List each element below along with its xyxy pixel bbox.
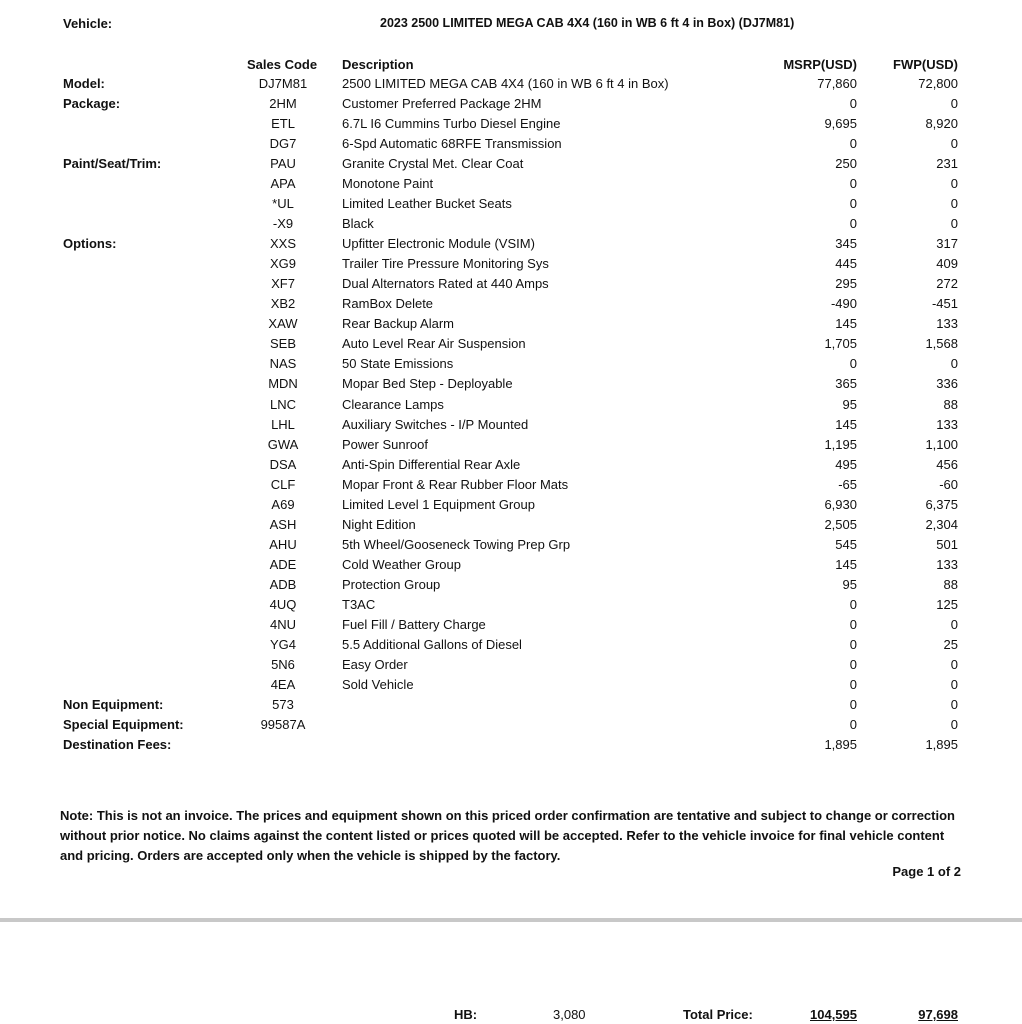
row-description: Night Edition	[342, 516, 416, 532]
total-msrp: 104,595	[810, 1007, 857, 1022]
row-msrp: 1,705	[824, 336, 857, 352]
row-msrp: 0	[849, 136, 857, 152]
row-msrp: 9,695	[824, 116, 857, 132]
row-sales-code: XXS	[269, 236, 296, 252]
row-description: Upfitter Electronic Module (VSIM)	[342, 236, 535, 252]
row-description: Limited Leather Bucket Seats	[342, 196, 512, 212]
row-msrp: 145	[835, 416, 857, 432]
row-sales-code: NAS	[269, 356, 297, 372]
row-sales-code: APA	[270, 176, 296, 192]
row-fwp: 0	[950, 196, 958, 212]
row-sales-code: 4EA	[270, 676, 296, 692]
row-msrp: 250	[835, 156, 857, 172]
row-section-label: Package:	[63, 96, 121, 112]
row-fwp: 0	[950, 96, 958, 112]
table-row	[0, 475, 1022, 495]
table-row	[0, 174, 1022, 194]
row-fwp: 409	[936, 256, 958, 272]
row-fwp: 0	[950, 696, 958, 712]
table-row	[0, 74, 1022, 94]
row-fwp: 6,375	[925, 496, 958, 512]
table-row	[0, 94, 1022, 114]
row-sales-code: ETL	[271, 116, 295, 132]
row-sales-code: ASH	[269, 516, 297, 532]
row-msrp: 95	[842, 576, 857, 592]
row-fwp: 1,895	[925, 737, 958, 753]
table-row	[0, 194, 1022, 214]
row-msrp: 0	[849, 216, 857, 232]
table-row	[0, 575, 1022, 595]
row-fwp: 0	[950, 676, 958, 692]
table-row	[0, 715, 1022, 735]
row-section-label: Options:	[63, 236, 117, 252]
table-row	[0, 455, 1022, 475]
table-row	[0, 515, 1022, 535]
row-description: Cold Weather Group	[342, 556, 461, 572]
row-description: 50 State Emissions	[342, 356, 454, 372]
row-msrp: 6,930	[824, 496, 857, 512]
row-fwp: 501	[936, 536, 958, 552]
table-row	[0, 254, 1022, 274]
table-row	[0, 415, 1022, 435]
table-row	[0, 294, 1022, 314]
table-row	[0, 435, 1022, 455]
row-fwp: 25	[943, 636, 958, 652]
table-row	[0, 675, 1022, 695]
row-msrp: 495	[835, 456, 857, 472]
table-row	[0, 695, 1022, 715]
row-fwp: 0	[950, 717, 958, 732]
row-fwp: 272	[936, 276, 958, 292]
hb-value: 3,080	[553, 1007, 586, 1022]
row-sales-code: AHU	[269, 536, 297, 552]
row-fwp: 88	[943, 576, 958, 592]
row-description: Monotone Paint	[342, 176, 434, 192]
row-description: Anti-Spin Differential Rear Axle	[342, 456, 521, 472]
row-sales-code: PAU	[270, 156, 296, 172]
row-section-label: Paint/Seat/Trim:	[63, 156, 162, 172]
row-description: Auto Level Rear Air Suspension	[342, 336, 526, 352]
row-msrp: 345	[835, 236, 857, 252]
row-description: Granite Crystal Met. Clear Coat	[342, 156, 524, 172]
row-msrp: 145	[835, 316, 857, 332]
header-description: Description	[342, 57, 414, 72]
row-msrp: 77,860	[817, 76, 857, 91]
row-description: Customer Preferred Package 2HM	[342, 96, 542, 112]
table-row	[0, 154, 1022, 174]
header-sales-code: Sales Code	[247, 57, 318, 72]
row-sales-code: DSA	[269, 456, 297, 472]
row-msrp: 0	[849, 196, 857, 212]
row-description: 6.7L I6 Cummins Turbo Diesel Engine	[342, 116, 561, 132]
row-description: Clearance Lamps	[342, 396, 444, 412]
table-row	[0, 134, 1022, 154]
row-sales-code: XB2	[270, 296, 296, 312]
row-section-label: Destination Fees:	[63, 737, 172, 753]
row-sales-code: ADB	[269, 576, 297, 592]
hb-label: HB:	[454, 1007, 478, 1022]
row-fwp: 2,304	[925, 516, 958, 532]
row-fwp: 336	[936, 376, 958, 392]
row-msrp: 0	[849, 636, 857, 652]
row-sales-code: MDN	[268, 376, 298, 392]
row-fwp: 0	[950, 356, 958, 372]
table-row	[0, 535, 1022, 555]
table-row	[0, 395, 1022, 415]
row-fwp: 88	[943, 396, 958, 412]
row-fwp: 133	[936, 556, 958, 572]
row-description: Easy Order	[342, 656, 408, 672]
row-sales-code: *UL	[272, 196, 294, 212]
row-fwp: -451	[931, 296, 958, 312]
row-sales-code: ADE	[269, 556, 297, 572]
row-description: Rear Backup Alarm	[342, 316, 454, 332]
table-row	[0, 595, 1022, 615]
row-msrp: 0	[849, 176, 857, 192]
row-sales-code: GWA	[267, 436, 299, 452]
row-description: T3AC	[342, 596, 376, 612]
vehicle-label: Vehicle:	[63, 16, 113, 31]
row-description: Mopar Front & Rear Rubber Floor Mats	[342, 476, 569, 492]
row-sales-code: XF7	[271, 276, 295, 292]
row-msrp: 445	[835, 256, 857, 272]
row-fwp: 0	[950, 656, 958, 672]
row-description: Mopar Bed Step - Deployable	[342, 376, 513, 392]
row-description: Power Sunroof	[342, 436, 428, 452]
row-fwp: 0	[950, 216, 958, 232]
row-description: Trailer Tire Pressure Monitoring Sys	[342, 256, 549, 272]
table-row	[0, 334, 1022, 354]
table-row	[0, 495, 1022, 515]
row-sales-code: -X9	[272, 216, 294, 232]
row-description: RamBox Delete	[342, 296, 434, 312]
row-msrp: 295	[835, 276, 857, 292]
row-sales-code: A69	[271, 496, 295, 512]
row-msrp: 145	[835, 556, 857, 572]
table-row	[0, 735, 1022, 755]
row-msrp: 0	[849, 696, 857, 712]
table-row	[0, 635, 1022, 655]
row-sales-code: 5N6	[271, 656, 295, 672]
row-fwp: 8,920	[925, 116, 958, 132]
row-fwp: 1,100	[925, 436, 958, 452]
row-description: 2500 LIMITED MEGA CAB 4X4 (160 in WB 6 ft 4 in Box)	[342, 76, 669, 91]
row-sales-code: 2HM	[269, 96, 297, 112]
order-line-items	[0, 74, 1022, 755]
table-row	[0, 274, 1022, 294]
row-sales-code: 4NU	[269, 616, 296, 632]
table-row	[0, 114, 1022, 134]
header-msrp: MSRP(USD)	[783, 57, 857, 72]
row-fwp: 231	[936, 156, 958, 172]
row-msrp: 545	[835, 536, 857, 552]
row-sales-code: CLF	[270, 476, 296, 492]
row-msrp: 95	[842, 396, 857, 412]
row-description: 5th Wheel/Gooseneck Towing Prep Grp	[342, 536, 571, 552]
table-row	[0, 314, 1022, 334]
row-msrp: 1,195	[824, 436, 857, 452]
table-row	[0, 234, 1022, 254]
row-msrp: 365	[835, 376, 857, 392]
row-msrp: 0	[849, 616, 857, 632]
table-row	[0, 214, 1022, 234]
row-sales-code: 573	[272, 696, 294, 712]
row-msrp: 0	[849, 596, 857, 612]
row-description: Limited Level 1 Equipment Group	[342, 496, 535, 512]
row-sales-code: DJ7M81	[258, 76, 308, 91]
row-description: 6-Spd Automatic 68RFE Transmission	[342, 136, 562, 152]
row-sales-code: XG9	[269, 256, 296, 272]
row-msrp: -65	[838, 476, 857, 492]
row-fwp: 0	[950, 616, 958, 632]
page-number: Page 1 of 2	[892, 864, 961, 879]
row-sales-code: 4UQ	[269, 596, 297, 612]
disclaimer-note: Note: This is not an invoice. The prices and equipment shown on this priced order confirmation are tentative and subject to change or correction without prior notice. No claims against the content listed or prices quoted will be accepted. Refer to the vehicle invoice for final vehicle content and pricing. Orders are accepted only when the vehicle is shipped by the factory.	[60, 808, 955, 863]
table-row	[0, 655, 1022, 675]
table-row	[0, 354, 1022, 374]
row-section-label: Model:	[63, 76, 105, 91]
row-description: Protection Group	[342, 576, 441, 592]
table-row	[0, 615, 1022, 635]
row-fwp: 133	[936, 416, 958, 432]
row-sales-code: 99587A	[260, 717, 306, 732]
row-description: Sold Vehicle	[342, 676, 414, 692]
row-msrp: -490	[830, 296, 857, 312]
row-description: Black	[342, 216, 374, 232]
row-sales-code: SEB	[269, 336, 296, 352]
row-section-label: Special Equipment:	[63, 717, 184, 732]
row-msrp: 0	[849, 656, 857, 672]
row-sales-code: LHL	[271, 416, 295, 432]
row-description: Fuel Fill / Battery Charge	[342, 616, 486, 632]
row-fwp: 0	[950, 136, 958, 152]
total-price-label: Total Price:	[683, 1007, 753, 1022]
row-sales-code: XAW	[268, 316, 298, 332]
row-fwp: -60	[939, 476, 958, 492]
vehicle-title: 2023 2500 LIMITED MEGA CAB 4X4 (160 in WB 6 ft 4 in Box) (DJ7M81)	[380, 16, 795, 30]
row-msrp: 2,505	[824, 516, 857, 532]
total-fwp: 97,698	[918, 1007, 958, 1022]
row-section-label: Non Equipment:	[63, 696, 164, 712]
row-fwp: 0	[950, 176, 958, 192]
row-msrp: 0	[849, 717, 857, 732]
row-msrp: 0	[849, 356, 857, 372]
row-sales-code: LNC	[269, 396, 296, 412]
row-fwp: 125	[936, 596, 958, 612]
header-fwp: FWP(USD)	[893, 57, 958, 72]
page-divider	[0, 918, 1022, 922]
table-row	[0, 374, 1022, 394]
row-msrp: 0	[849, 676, 857, 692]
row-msrp: 1,895	[824, 737, 857, 753]
row-fwp: 72,800	[918, 76, 958, 91]
row-description: Auxiliary Switches - I/P Mounted	[342, 416, 529, 432]
row-fwp: 1,568	[925, 336, 958, 352]
row-fwp: 456	[936, 456, 958, 472]
table-row	[0, 555, 1022, 575]
row-sales-code: DG7	[269, 136, 297, 152]
row-fwp: 317	[936, 236, 958, 252]
row-sales-code: YG4	[269, 636, 296, 652]
row-description: 5.5 Additional Gallons of Diesel	[342, 636, 522, 652]
row-fwp: 133	[936, 316, 958, 332]
row-msrp: 0	[849, 96, 857, 112]
row-description: Dual Alternators Rated at 440 Amps	[342, 276, 549, 292]
